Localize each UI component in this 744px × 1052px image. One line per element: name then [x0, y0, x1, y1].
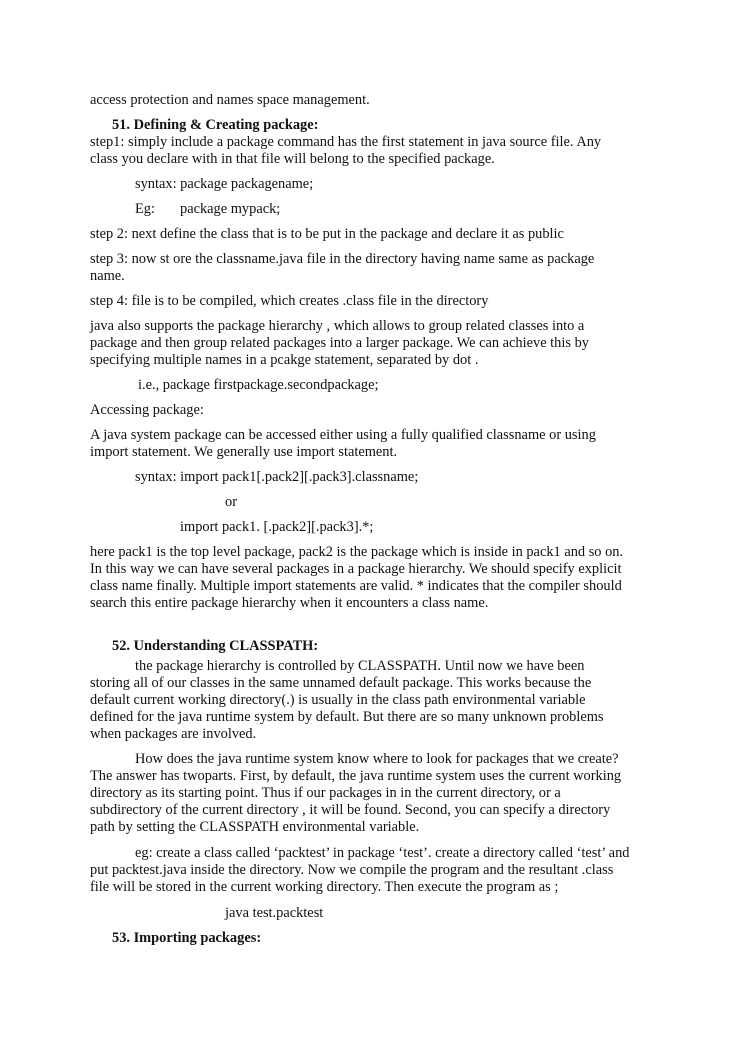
step1-line-2: class you declare with in that file will belong to the specified package. [90, 151, 495, 167]
step3-line-2: name. [90, 268, 125, 284]
package-syntax: syntax: package packagename; [135, 176, 314, 192]
classpath-p1-line-1: the package hierarchy is controlled by CLASSPATH. Until now we have been [135, 658, 585, 674]
run-command: java test.packtest [225, 905, 324, 921]
here-line-4: search this entire package hierarchy when it encounters a class name. [90, 595, 489, 611]
or-label: or [225, 494, 237, 510]
import-syntax: syntax: import pack1[.pack2][.pack3].classname; [135, 469, 419, 485]
here-line-1: here pack1 is the top level package, pack2 is the package which is inside in pack1 and so on. [90, 544, 624, 560]
classpath-p3-line-3: file will be stored in the current working directory. Then execute the program as ; [90, 879, 559, 895]
step2-line: step 2: next define the class that is to be put in the package and declare it as public [90, 226, 564, 242]
example-label: Eg: [135, 201, 155, 217]
classpath-p2-line-1: How does the java runtime system know where to look for packages that we create? [135, 751, 619, 767]
hierarchy-line-3: specifying multiple names in a pcakge statement, separated by dot . [90, 352, 479, 368]
classpath-p2-line-5: path by setting the CLASSPATH environmental variable. [90, 819, 420, 835]
ie-example: i.e., package firstpackage.secondpackage; [138, 377, 379, 393]
access-line-1: A java system package can be accessed either using a fully qualified classname or using [90, 427, 596, 443]
classpath-p1-line-3: default current working directory(.) is usually in the class path environmental variable [90, 692, 586, 708]
step3-line-1: step 3: now st ore the classname.java file in the directory having name same as package [90, 251, 595, 267]
section-52-heading: 52. Understanding CLASSPATH: [112, 638, 319, 654]
step4-line: step 4: file is to be compiled, which creates .class file in the directory [90, 293, 489, 309]
step1-line-1: step1: simply include a package command has the first statement in java source file. Any [90, 134, 602, 150]
classpath-p2-line-3: directory as its starting point. Thus if our packages in in the current directory, or a [90, 785, 561, 801]
section-53-heading: 53. Importing packages: [112, 930, 262, 946]
classpath-p2-line-4: subdirectory of the current directory , it will be found. Second, you can specify a directory [90, 802, 611, 818]
here-line-3: class name finally. Multiple import statements are valid. * indicates that the compiler should [90, 578, 622, 594]
example-code: package mypack; [180, 201, 281, 217]
classpath-p1-line-2: storing all of our classes in the same unnamed default package. This works because the [90, 675, 592, 691]
classpath-p2-line-2: The answer has twoparts. First, by default, the java runtime system uses the current working [90, 768, 622, 784]
hierarchy-line-1: java also supports the package hierarchy , which allows to group related classes into a [90, 318, 585, 334]
hierarchy-line-2: package and then group related packages into a larger package. We can achieve this by [90, 335, 589, 351]
classpath-p1-line-4: defined for the java runtime system by default. But there are so many unknown problems [90, 709, 604, 725]
classpath-p3-line-1: eg: create a class called ‘packtest’ in package ‘test’. create a directory called ‘test’ and [135, 845, 630, 861]
here-line-2: In this way we can have several packages in a package hierarchy. We should specify explicit [90, 561, 622, 577]
section-51-heading: 51. Defining & Creating package: [112, 117, 319, 133]
access-line-2: import statement. We generally use import statement. [90, 444, 398, 460]
accessing-label: Accessing package: [90, 402, 204, 418]
import-alt: import pack1. [.pack2][.pack3].*; [180, 519, 374, 535]
classpath-p1-line-5: when packages are involved. [90, 726, 257, 742]
classpath-p3-line-2: put packtest.java inside the directory. Now we compile the program and the resultant .class [90, 862, 614, 878]
intro-line: access protection and names space management. [90, 92, 370, 108]
